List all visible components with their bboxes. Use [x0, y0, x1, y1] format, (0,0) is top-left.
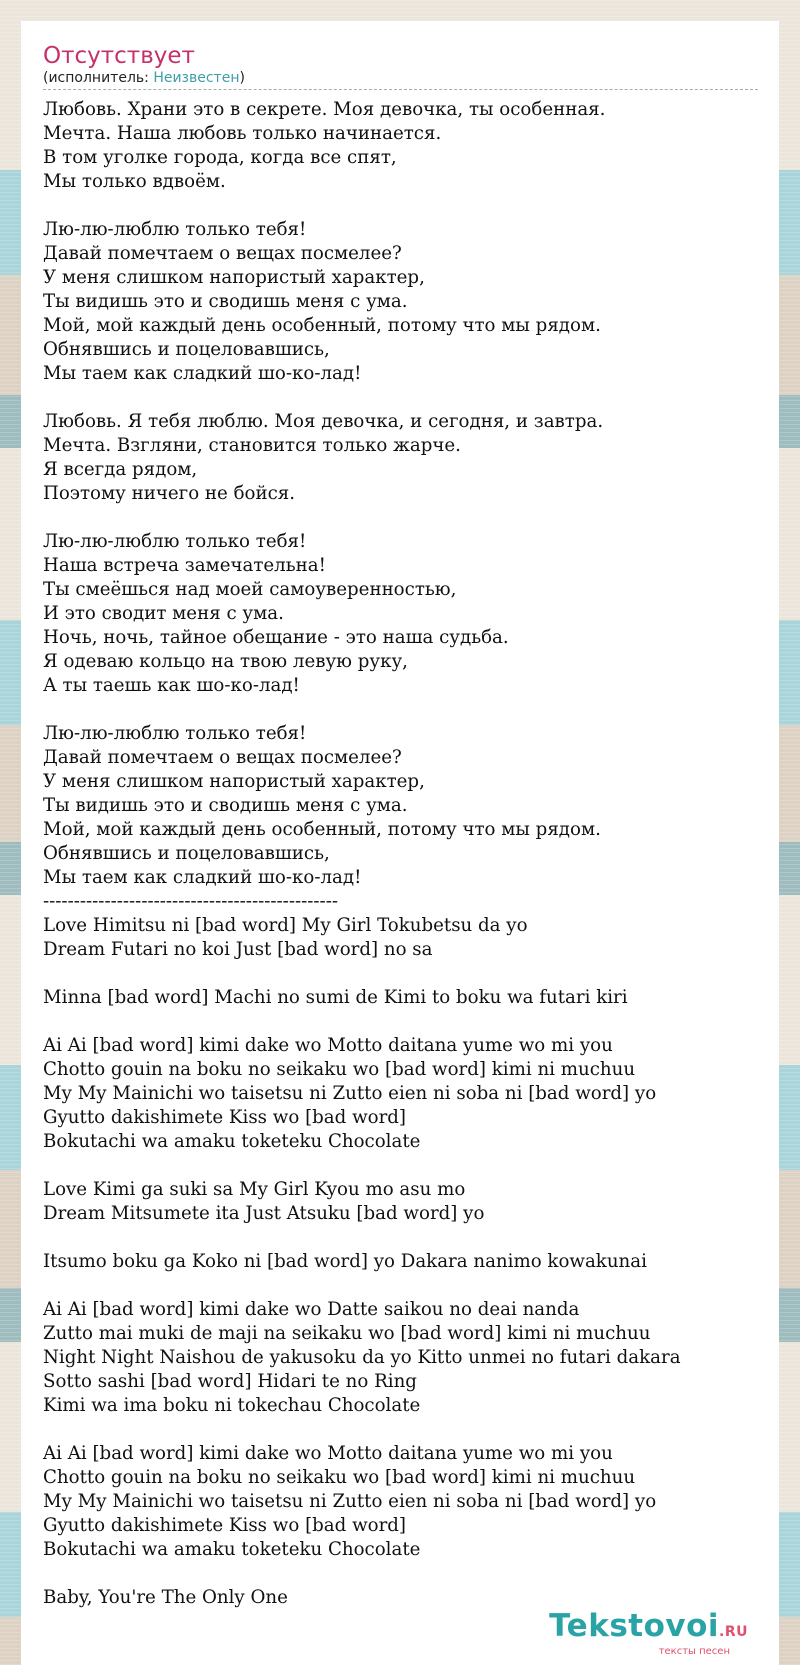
- lyrics-line: Любовь. Я тебя люблю. Моя девочка, и сегодня, и завтра.: [43, 411, 604, 432]
- lyrics-line: Лю-лю-люблю только тебя!: [43, 219, 307, 240]
- logo-wordmark: [549, 1610, 748, 1648]
- lyrics-line: Ai Ai [bad word] kimi dake wo Motto daitana yume wo mi you: [43, 1035, 613, 1056]
- lyrics-line: Я всегда рядом,: [43, 459, 198, 480]
- site-logo[interactable]: [549, 1610, 748, 1657]
- lyrics-line: Давай помечтаем о вещах посмелее?: [43, 243, 402, 264]
- lyrics-line: My My Mainichi wo taisetsu ni Zutto eien ni soba ni [bad word] yo: [43, 1491, 657, 1512]
- lyrics-line: Gyutto dakishimete Kiss wo [bad word]: [43, 1515, 407, 1536]
- lyrics-line: Поэтому ничего не бойся.: [43, 483, 296, 504]
- artist-suffix: ): [239, 70, 245, 86]
- lyrics-line: Обнявшись и поцеловавшись,: [43, 843, 330, 864]
- lyrics-line: Мой, мой каждый день особенный, потому что мы рядом.: [43, 315, 601, 336]
- artist-link[interactable]: Неизвестен: [153, 70, 240, 86]
- lyrics-blank-line: [43, 1010, 758, 1034]
- lyrics-line: Давай помечтаем о вещах посмелее?: [43, 747, 402, 768]
- lyrics-blank-line: [43, 698, 758, 722]
- lyrics-line: Dream Futari no koi Just [bad word] no sa: [43, 939, 433, 960]
- lyrics-line: Minna [bad word] Machi no sumi de Kimi to boku wa futari kiri: [43, 987, 628, 1008]
- lyrics-line: Лю-лю-люблю только тебя!: [43, 531, 307, 552]
- lyrics-line: Night Night Naishou de yakusoku da yo Kitto unmei no futari dakara: [43, 1347, 681, 1368]
- lyrics-blank-line: [43, 962, 758, 986]
- logo-name: Tekstovoi: [549, 1608, 720, 1644]
- lyrics-blank-line: [43, 1226, 758, 1250]
- lyrics-line: А ты таешь как шо-ко-лад!: [43, 675, 300, 696]
- lyrics-line: Chotto gouin na boku no seikaku wo [bad word] kimi ni muchuu: [43, 1059, 636, 1080]
- artist-line: [43, 70, 758, 90]
- lyrics-line: Мы таем как сладкий шо-ко-лад!: [43, 867, 362, 888]
- lyrics-line: ------------------------------------------------: [43, 891, 338, 912]
- logo-tagline: тексты песен: [658, 1646, 730, 1657]
- lyrics-line: Zutto mai muki de maji na seikaku wo [bad word] kimi ni muchuu: [43, 1323, 651, 1344]
- logo-domain: .RU: [719, 1624, 748, 1640]
- lyrics-line: Baby, You're The Only One: [43, 1587, 288, 1608]
- lyrics-page: [21, 21, 779, 1665]
- lyrics-line: Ai Ai [bad word] kimi dake wo Datte saikou no deai nanda: [43, 1299, 580, 1320]
- lyrics-line: Мечта. Взгляни, становится только жарче.: [43, 435, 461, 456]
- lyrics-line: Наша встреча замечательна!: [43, 555, 326, 576]
- lyrics-blank-line: [43, 1562, 758, 1586]
- lyrics-blank-line: [43, 1274, 758, 1298]
- lyrics-line: Kimi wa ima boku ni tokechau Chocolate: [43, 1395, 421, 1416]
- lyrics-line: У меня слишком напористый характер,: [43, 771, 425, 792]
- lyrics-blank-line: [43, 194, 758, 218]
- lyrics-line: Ты видишь это и сводишь меня с ума.: [43, 291, 408, 312]
- lyrics-line: Любовь. Храни это в секрете. Моя девочка, ты особенная.: [43, 99, 606, 120]
- song-title: Отсутствует: [43, 43, 195, 69]
- lyrics-line: Мечта. Наша любовь только начинается.: [43, 123, 442, 144]
- lyrics-line: Chotto gouin na boku no seikaku wo [bad word] kimi ni muchuu: [43, 1467, 636, 1488]
- lyrics-text: [43, 98, 758, 1610]
- artist-prefix: (исполнитель:: [43, 70, 154, 86]
- lyrics-line: Gyutto dakishimete Kiss wo [bad word]: [43, 1107, 407, 1128]
- lyrics-line: Bokutachi wa amaku toketeku Chocolate: [43, 1131, 421, 1152]
- lyrics-line: Ты видишь это и сводишь меня с ума.: [43, 795, 408, 816]
- lyrics-line: Sotto sashi [bad word] Hidari te no Ring: [43, 1371, 417, 1392]
- lyrics-blank-line: [43, 1154, 758, 1178]
- lyrics-blank-line: [43, 386, 758, 410]
- lyrics-line: Bokutachi wa amaku toketeku Chocolate: [43, 1539, 421, 1560]
- lyrics-line: Лю-лю-люблю только тебя!: [43, 723, 307, 744]
- lyrics-blank-line: [43, 1418, 758, 1442]
- lyrics-line: Ночь, ночь, тайное обещание - это наша судьба.: [43, 627, 509, 648]
- lyrics-line: В том уголке города, когда все спят,: [43, 147, 397, 168]
- lyrics-line: Мы таем как сладкий шо-ко-лад!: [43, 363, 362, 384]
- lyrics-line: Itsumo boku ga Koko ni [bad word] yo Dakara nanimo kowakunai: [43, 1251, 647, 1272]
- lyrics-line: Love Kimi ga suki sa My Girl Kyou mo asu mo: [43, 1179, 466, 1200]
- lyrics-line: Ai Ai [bad word] kimi dake wo Motto daitana yume wo mi you: [43, 1443, 613, 1464]
- lyrics-line: У меня слишком напористый характер,: [43, 267, 425, 288]
- lyrics-line: Love Himitsu ni [bad word] My Girl Tokubetsu da yo: [43, 915, 528, 936]
- lyrics-line: Ты смеёшься над моей самоуверенностью,: [43, 579, 457, 600]
- lyrics-line: Мы только вдвоём.: [43, 171, 226, 192]
- lyrics-line: Мой, мой каждый день особенный, потому что мы рядом.: [43, 819, 601, 840]
- lyrics-line: Обнявшись и поцеловавшись,: [43, 339, 330, 360]
- lyrics-line: И это сводит меня с ума.: [43, 603, 284, 624]
- lyrics-line: Dream Mitsumete ita Just Atsuku [bad word] yo: [43, 1203, 485, 1224]
- lyrics-line: My My Mainichi wo taisetsu ni Zutto eien ni soba ni [bad word] yo: [43, 1083, 657, 1104]
- lyrics-blank-line: [43, 506, 758, 530]
- lyrics-line: Я одеваю кольцо на твою левую руку,: [43, 651, 408, 672]
